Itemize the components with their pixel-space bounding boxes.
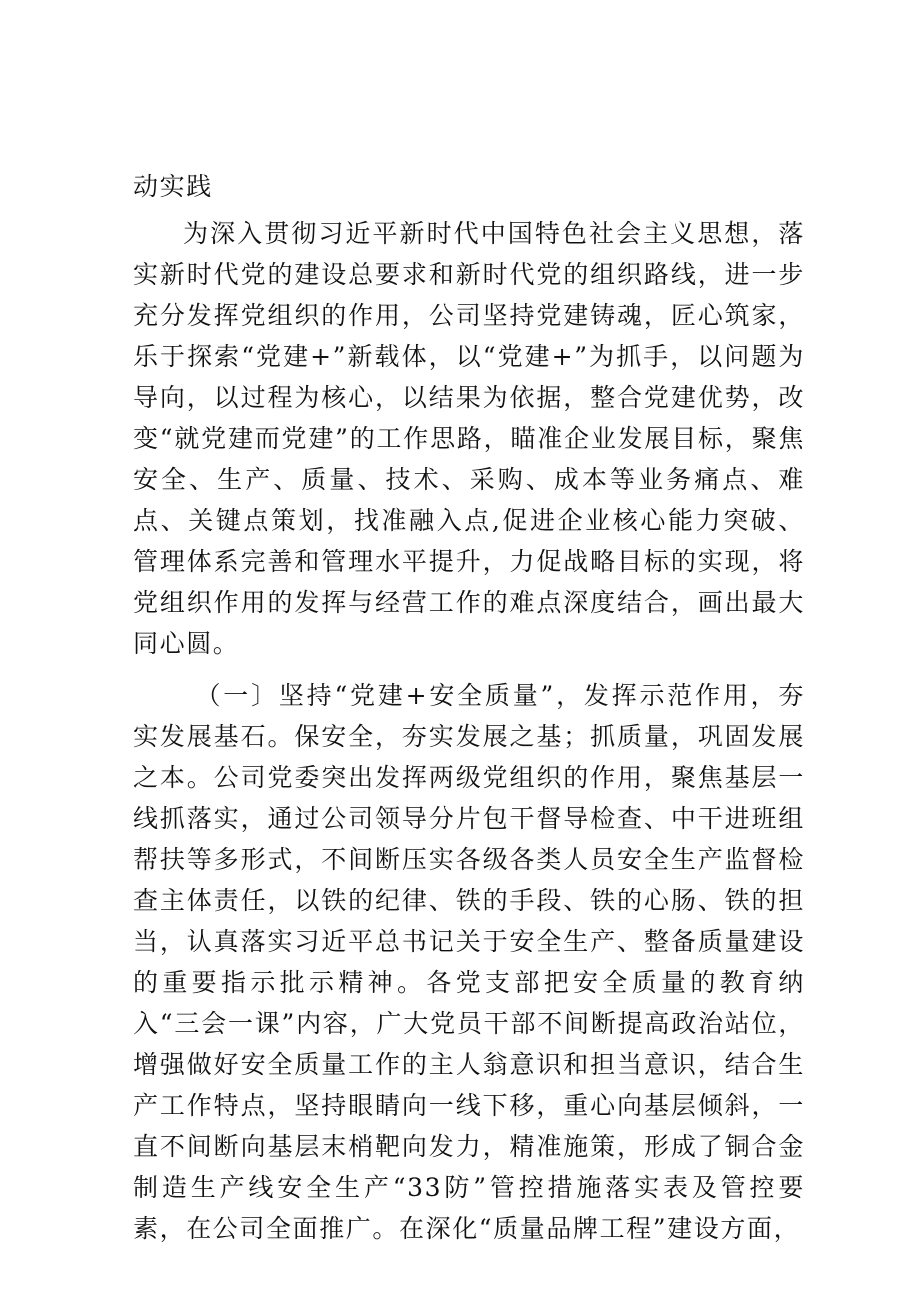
continued-line: 动实践	[133, 172, 213, 201]
document-body	[133, 166, 805, 1249]
paragraph-section-one: （一〕坚持“党建+安全质量”，发挥示范作用，夯实发展基石。保安全，夯实发展之基；抓质量，巩固发展之本。公司党委突出发挥两级党组织的作用，聚焦基层一线抓落实，通过公司领导分片包干督导检查、中干进班组帮扶等多形式，不间断压实各级各类人员安全生产监督检查主体责任，以铁的纪律、铁的手段、铁的心肠、铁的担当，认真落实习近平总书记关于安全生产、整备质量建设的重要指示批示精神。各党支部把安全质量的教育纳入“三会一课”内容，广大党员干部不间断提高政治站位，增强做好安全质量工作的主人翁意识和担当意识，结合生产工作特点，坚持眼睛向一线下移，重心向基层倾斜，一直不间断向基层末梢靶向发力，精准施策，形成了铜合金制造生产线安全生产“33防”管控措施落实表及管控要素，在公司全面推广。在深化“质量品牌工程”建设方面，	[133, 681, 805, 1243]
paragraph-intro: 为深入贯彻习近平新时代中国特色社会主义思想，落实新时代党的建设总要求和新时代党的组织路线，进一步充分发挥党组织的作用，公司坚持党建铸魂，匠心筑家，乐于探索“党建+”新载体，以“党建+”为抓手，以问题为导向，以过程为核心，以结果为依据，整合党建优势，改变“就党建而党建”的工作思路，瞄准企业发展目标，聚焦安全、生产、质量、技术、采购、成本等业务痛点、难点、关键点策划，找准融入点,促进企业核心能力突破、管理体系完善和管理水平提升，力促战略目标的实现，将党组织作用的发挥与经营工作的难点深度结合，画出最大同心圆。	[133, 219, 805, 658]
